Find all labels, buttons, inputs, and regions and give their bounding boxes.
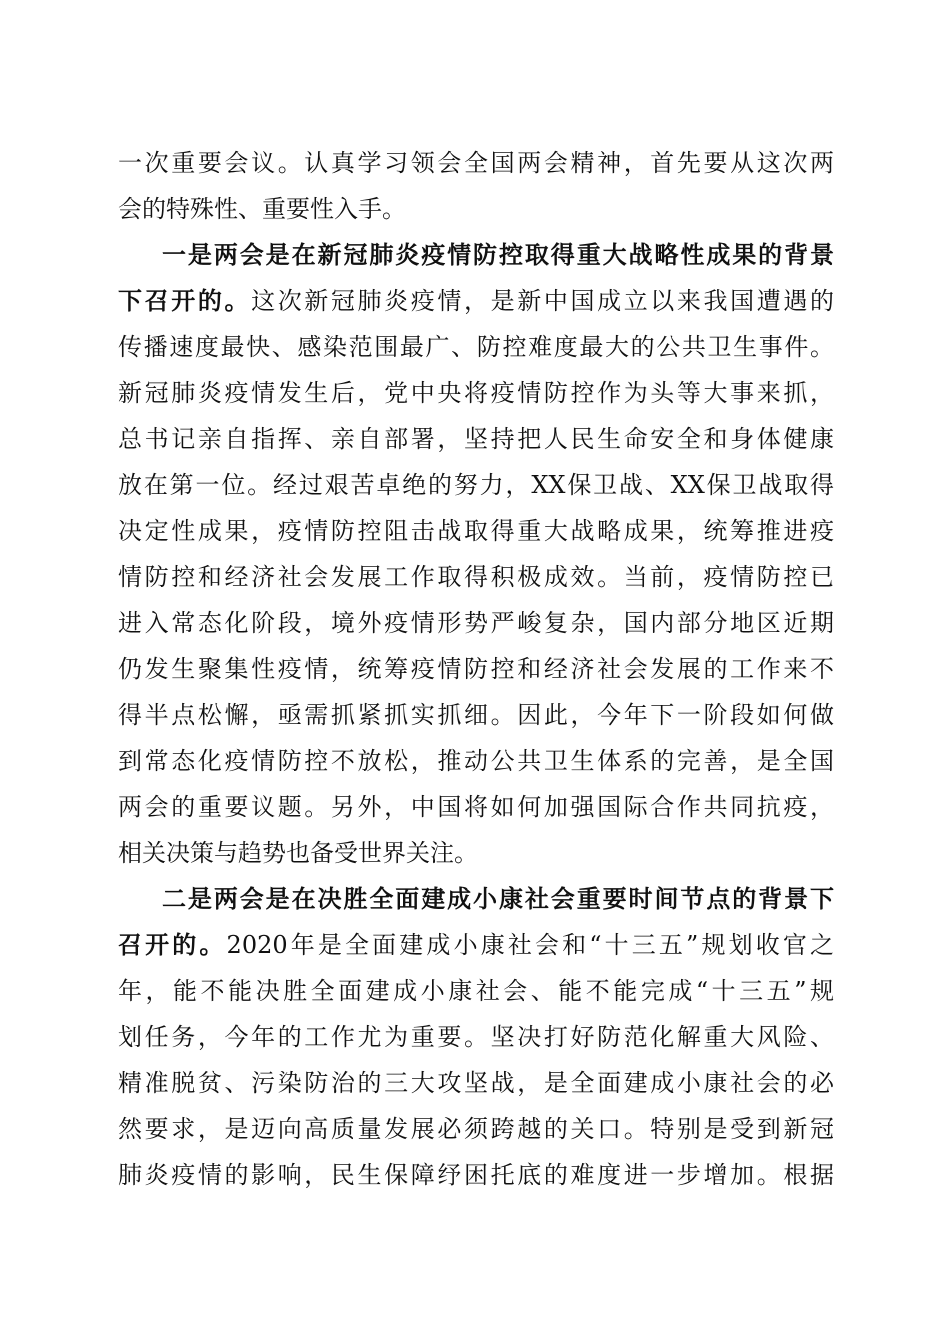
text-line (118, 278, 834, 324)
line-text: 然要求，是迈向高质量发展必须跨越的关口。特别是受到新冠 (118, 1115, 834, 1143)
line-text: 仍发生聚集性疫情，统筹疫情防控和经济社会发展的工作来不 (118, 655, 834, 683)
line-text: 情防控和经济社会发展工作取得积极成效。当前，疫情防控已 (118, 563, 834, 591)
text-line (118, 738, 834, 784)
line-text: 肺炎疫情的影响，民生保障纾困托底的难度进一步增加。根据 (118, 1161, 834, 1189)
line-text: 新冠肺炎疫情发生后，党中央将疫情防控作为头等大事来抓， (118, 379, 834, 407)
text-line (118, 646, 834, 692)
line-text: 传播速度最快、感染范围最广、防控难度最大的公共卫生事件。 (118, 333, 834, 361)
text-line (118, 416, 834, 462)
line-text: 2020年是全面建成小康社会和“十三五”规划收官之 (226, 931, 834, 959)
text-line (118, 692, 834, 738)
text-line (118, 554, 834, 600)
line-text: 年，能不能决胜全面建成小康社会、能不能完成“十三五”规 (118, 977, 834, 1005)
line-text: 放在第一位。经过艰苦卓绝的努力，XX保卫战、XX保卫战取得 (118, 471, 834, 499)
text-line (118, 140, 834, 186)
text-line (118, 1060, 834, 1106)
bold-lead-text: 下召开的。 (118, 286, 252, 315)
line-text: 这次新冠肺炎疫情，是新中国成立以来我国遭遇的 (251, 287, 834, 315)
line-text: 进入常态化阶段，境外疫情形势严峻复杂，国内部分地区近期 (118, 609, 834, 637)
text-line (118, 324, 834, 370)
line-text: 会的特殊性、重要性入手。 (118, 195, 406, 223)
line-text: 精准脱贫、污染防治的三大攻坚战，是全面建成小康社会的必 (118, 1069, 834, 1097)
line-text: 划任务，今年的工作尤为重要。坚决打好防范化解重大风险、 (118, 1023, 834, 1051)
text-line (118, 830, 834, 876)
text-line (118, 508, 834, 554)
text-line (118, 922, 834, 968)
text-line (118, 1152, 834, 1198)
line-text: 得半点松懈，亟需抓紧抓实抓细。因此，今年下一阶段如何做 (118, 701, 834, 729)
text-line (118, 600, 834, 646)
line-text: 一次重要会议。认真学习领会全国两会精神，首先要从这次两 (118, 149, 834, 177)
line-text: 两会的重要议题。另外，中国将如何加强国际合作共同抗疫， (118, 793, 834, 821)
line-text: 决定性成果，疫情防控阻击战取得重大战略成果，统筹推进疫 (118, 517, 834, 545)
text-line (118, 784, 834, 830)
text-line (118, 232, 834, 278)
text-line (118, 968, 834, 1014)
text-line (118, 370, 834, 416)
text-line (118, 462, 834, 508)
text-line (118, 1106, 834, 1152)
text-line (118, 876, 834, 922)
line-text: 到常态化疫情防控不放松，推动公共卫生体系的完善，是全国 (118, 747, 834, 775)
bold-lead-text: 二是两会是在决胜全面建成小康社会重要时间节点的背景下 (162, 884, 834, 913)
bold-lead-text: 一是两会是在新冠肺炎疫情防控取得重大战略性成果的背景 (162, 240, 834, 269)
bold-lead-text: 召开的。 (118, 930, 227, 959)
line-text: 相关决策与趋势也备受世界关注。 (118, 839, 478, 867)
text-line (118, 186, 834, 232)
document-body (118, 140, 834, 1198)
line-text: 总书记亲自指挥、亲自部署，坚持把人民生命安全和身体健康 (118, 425, 834, 453)
text-line (118, 1014, 834, 1060)
